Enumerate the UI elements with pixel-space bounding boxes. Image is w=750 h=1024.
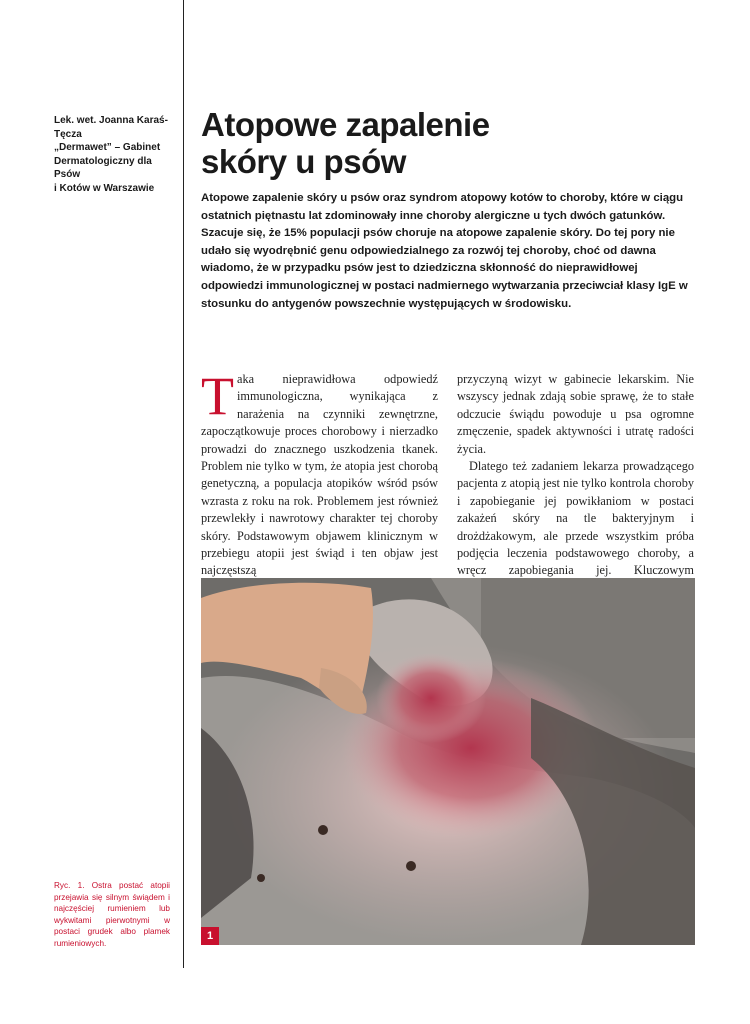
figure-photo: [201, 578, 695, 945]
author-info: [54, 114, 176, 195]
author-line: i Kotów w Warszawie: [54, 182, 155, 194]
drop-cap: T: [201, 366, 234, 426]
body-paragraph: przyczyną wizyt w gabinecie lekarskim. Nie wszyscy jednak zdają sobie sprawę, że to stałe odczucie świądu powoduje u psa ogromne zmęczenie, spadek aktywności i utratę radości życia.: [457, 372, 694, 456]
title-line: Atopowe zapalenie: [201, 106, 490, 143]
article-title: [201, 106, 701, 180]
figure-number-badge: 1: [201, 927, 219, 945]
figure-caption: Ryc. 1. Ostra postać atopii przejawia się silnym świądem i najczęściej rumieniem lub wykwitami pierwotnymi w postaci grudek albo plamek rumieniowych.: [54, 881, 170, 948]
author-line: Dermatologiczny dla Psów: [54, 155, 152, 180]
author-line: Lek. wet. Joanna Karaś-: [54, 115, 168, 126]
article-lead: Atopowe zapalenie skóry u psów oraz syndrom atopowy kotów to choroby, które w ciągu ostatnich piętnastu lat zdominowały inne choroby alergiczne u tych dwóch gatunków. Szacuje się, że 15% populacji psów choruje na atopowe zapalenie skóry. Do tej pory nie udało się wyodrębnić genu odpowiedzialnego za rozwój tej choroby, choć od dawna wiadomo, że w przypadku psów jest to dziedziczna skłonność do nieprawidłowej odpowiedzi immunologicznej w postaci nadmiernego wytwarzania przeciwciał klasy IgE w stosunku do antygenów powszechnie występujących w środowisku.: [201, 192, 688, 310]
body-paragraph: Dlatego też zadaniem lekarza prowadzącego pacjenta z atopią jest nie tylko kontrola choroby i zapobieganie jej powikłaniom w postaci zakażeń skóry na tle bakteryjnym i drożdżakowym, ale przede wszystkim próba podjęcia leczenia podstawowego choroby, a wręcz zapobiegania jej. Kluczowym: [457, 459, 694, 578]
dog-skin-photo: [201, 578, 695, 945]
body-text: aka nieprawidłowa odpowiedź immunologiczna, wynikająca z narażenia na czynniki zewnętrzne, zapoczątkowuje proces chorobowy i nierzadko prowadzi do znacznego uszkodzenia tkanek. Problem nie tylko w tym, że atopia jest chorobą genetyczną, a populacja atopików wśród psów wzrasta z roku na rok. Problemem jest również przewlekły i nawrotowy charakter tej choroby skóry. Podstawowym objawem klinicznym w przebiegu atopii jest świąd i ten objaw jest najczęstszą: [201, 372, 438, 578]
body-column-left: [201, 366, 438, 580]
body-paragraph: [201, 366, 438, 580]
column-divider: [183, 0, 184, 968]
author-line: „Dermawet” – Gabinet: [54, 142, 161, 153]
body-column-right: [457, 371, 694, 597]
author-line: Tęcza: [54, 128, 82, 140]
title-line: skóry u psów: [201, 143, 406, 180]
